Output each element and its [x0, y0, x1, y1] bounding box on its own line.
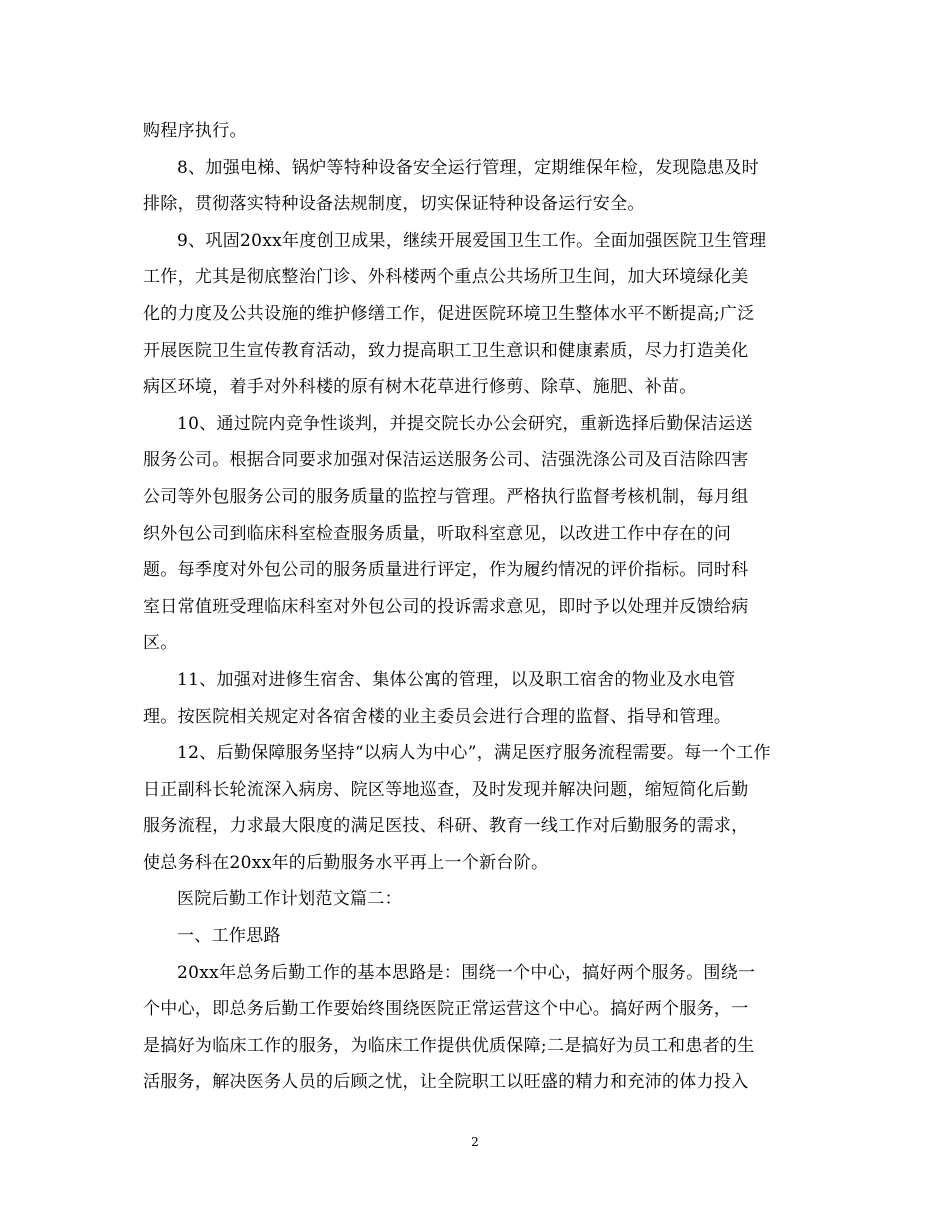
text-line: 10、通过院内竞争性谈判，并提交院长办公会研究，重新选择后勤保洁运送 [177, 413, 753, 434]
text-line: 题。每季度对外包公司的服务质量进行评定，作为履约情况的评价指标。同时科 [143, 560, 749, 581]
text-line: 11、加强对进修生宿舍、集体公寓的管理，以及职工宿舍的物业及水电管 [177, 669, 736, 690]
text-line: 8、加强电梯、锅炉等特种设备安全运行管理，定期维保年检，发现隐患及时 [177, 157, 760, 178]
paragraph-item-10 [143, 406, 808, 662]
text-line: 服务公司。根据合同要求加强对保洁运送服务公司、洁强洗涤公司及百洁除四害 [143, 450, 749, 471]
text-line: 9、巩固20xx年度创卫成果，继续开展爱国卫生工作。全面加强医院卫生管理 [177, 230, 767, 251]
text-line: 12、后勤保障服务坚持“以病人为中心”，满足医疗服务流程需要。每一个工作 [177, 743, 771, 764]
text-line: 是搞好为临床工作的服务，为临床工作提供优质保障;二是搞好为员工和患者的生 [143, 1035, 755, 1056]
text-line: 排除，贯彻落实特种设备法规制度，切实保证特种设备运行安全。 [143, 194, 645, 215]
text-line: 理。按医院相关规定对各宿舍楼的业主委员会进行合理的监督、指导和管理。 [143, 706, 732, 727]
text-line: 20xx年总务后勤工作的基本思路是：围绕一个中心，搞好两个服务。围绕一 [177, 962, 756, 983]
article-heading [143, 881, 808, 918]
text-line: 公司等外包服务公司的服务质量的监控与管理。严格执行监督考核机制，每月组 [143, 486, 749, 507]
paragraph-item-8 [143, 150, 808, 223]
text-line: 织外包公司到临床科室检查服务质量，听取科室意见，以改进工作中存在的问 [143, 523, 732, 544]
page-number: 2 [471, 1135, 479, 1149]
text-line: 化的力度及公共设施的维护修缮工作，促进医院环境卫生整体水平不断提高;广泛 [143, 303, 755, 324]
text-line: 病区环境，着手对外科楼的原有树木花草进行修剪、除草、施肥、补苗。 [143, 377, 697, 398]
text-line: 活服务，解决医务人员的后顾之忧，让全院职工以旺盛的精力和充沛的体力投入 [143, 1072, 749, 1093]
paragraph-work-ideas [143, 955, 808, 1101]
text-line: 区。 [143, 633, 178, 654]
text-line: 服务流程，力求最大限度的满足医技、科研、教育一线工作对后勤服务的需求， [143, 816, 749, 837]
text-line: 一、工作思路 [177, 926, 281, 947]
text-line: 日正副科长轮流深入病房、院区等地巡查，及时发现并解决问题，缩短简化后勤 [143, 779, 749, 800]
text-line: 医院后勤工作计划范文篇二： [177, 889, 402, 910]
paragraph-item-12 [143, 735, 808, 881]
text-line: 购程序执行。 [143, 121, 247, 141]
text-line: 开展医院卫生宣传教育活动，致力提高职工卫生意识和健康素质，尽力打造美化 [143, 340, 749, 361]
text-line: 室日常值班受理临床科室对外包公司的投诉需求意见，即时予以处理并反馈给病 [143, 596, 749, 617]
text-line: 工作，尤其是彻底整治门诊、外科楼两个重点公共场所卫生间，加大环境绿化美 [143, 267, 749, 288]
paragraph-item-9 [143, 223, 808, 406]
text-line: 个中心，即总务后勤工作要始终围绕医院正常运营这个中心。搞好两个服务，一 [143, 999, 749, 1020]
text-line: 使总务科在20xx年的后勤服务水平再上一个新台阶。 [143, 852, 549, 873]
paragraph-item-11 [143, 662, 808, 735]
paragraph-continuation [143, 113, 808, 150]
section-heading [143, 918, 808, 955]
document-body [143, 113, 808, 1101]
